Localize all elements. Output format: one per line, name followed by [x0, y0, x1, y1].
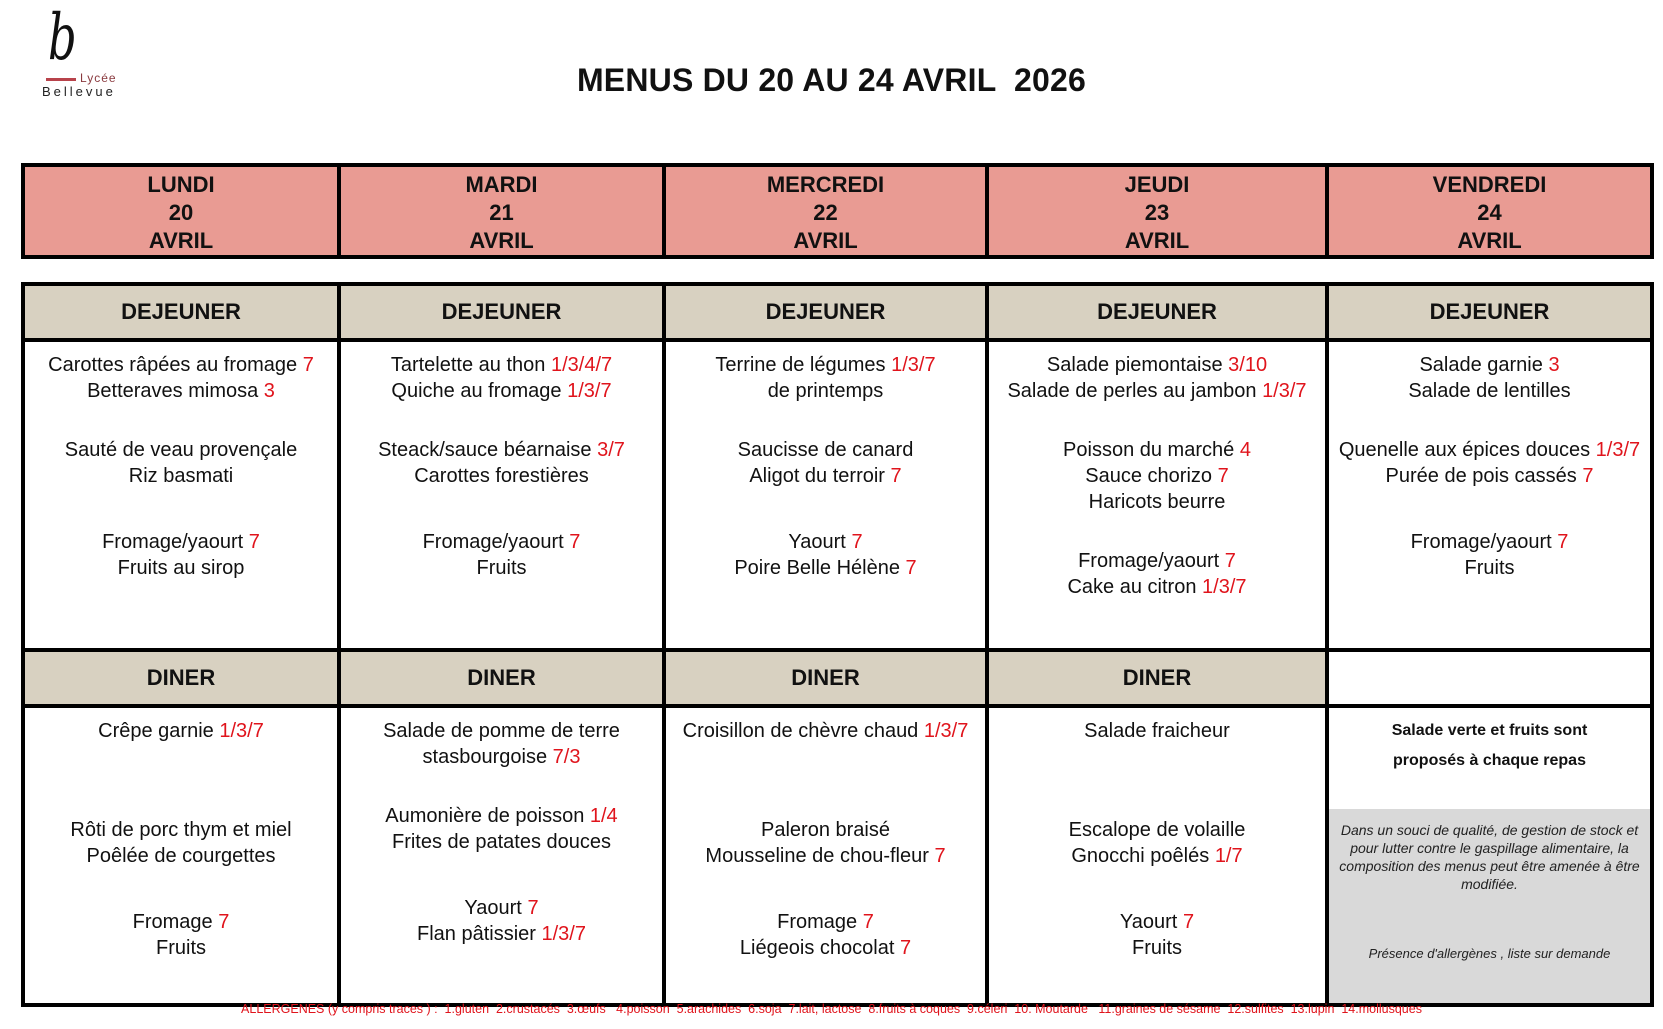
menu-item — [341, 352, 662, 378]
menu-item — [989, 378, 1325, 404]
empty-header-cell — [1327, 650, 1652, 706]
dish-name: Yaourt — [1119, 911, 1178, 933]
menu-item — [25, 437, 337, 463]
allergen-codes: 1/3/7 — [1202, 576, 1247, 598]
allergen-codes: 7 — [527, 897, 539, 919]
dish-name: Salade fraicheur — [1084, 720, 1230, 742]
meal-header: DINER — [664, 650, 987, 706]
spacer — [666, 869, 985, 909]
day-name: VENDREDI — [1432, 172, 1547, 197]
spacer — [1329, 489, 1650, 529]
menu-item — [666, 378, 985, 404]
menu-item — [989, 437, 1325, 463]
spacer — [666, 744, 985, 784]
dish-name: Cake au citron — [1067, 576, 1197, 598]
allergen-codes: 7 — [218, 911, 230, 933]
spacer — [25, 869, 337, 909]
dish-name: Quenelle aux épices douces — [1338, 439, 1591, 461]
day-month: AVRIL — [469, 228, 534, 253]
menu-item — [341, 718, 662, 744]
menu-item — [666, 935, 985, 961]
dish-name: Flan pâtissier — [417, 923, 542, 945]
dish-name: Frites de patates douces — [391, 831, 611, 853]
dinner-cell-mercredi — [664, 706, 987, 1005]
allergen-codes: 1/3/7 — [1595, 439, 1641, 461]
meal-header: DEJEUNER — [1327, 284, 1652, 340]
dish-name: Fromage/yaourt — [102, 531, 244, 553]
day-date: 20 — [168, 200, 194, 225]
meal-header: DEJEUNER — [23, 284, 339, 340]
allergen-codes: 7 — [1224, 550, 1236, 572]
day-header-mercredi — [664, 165, 987, 257]
spacer — [25, 404, 337, 437]
spacer — [989, 869, 1325, 909]
meal-header: DINER — [23, 650, 339, 706]
menu-item — [341, 829, 662, 855]
day-month: AVRIL — [148, 228, 214, 253]
dish-name: Poisson du marché — [1063, 439, 1235, 461]
allergen-codes: 1/7 — [1214, 845, 1243, 867]
spacer — [25, 489, 337, 529]
dish-name: Tartelette au thon — [390, 354, 546, 376]
menu-item — [989, 352, 1325, 378]
menu-item — [25, 843, 337, 869]
menu-item — [666, 843, 985, 869]
spacer — [666, 784, 985, 817]
allergen-codes: 7 — [900, 937, 912, 959]
dish-name: Steack/sauce béarnaise — [378, 439, 592, 461]
spacer — [25, 784, 337, 817]
meal-header: DINER — [987, 650, 1327, 706]
dish-name: Salade de lentilles — [1408, 380, 1571, 402]
allergen-legend: ALLERGENES (y compris traces ) : 1.gluten 2.crustacés 3.œufs 4.poisson 5.arachides 6.soja 7.lait, lactose 8.fruits à coques 9.céleri 10. Moutarde 11.graines de sésame 12.sulfites 13.lupin 14.mollusques — [241, 1002, 1422, 1016]
dish-name: stasbourgoise — [422, 746, 548, 768]
day-name: MARDI — [465, 172, 538, 197]
dish-name: Mousseline de chou-fleur — [705, 845, 929, 867]
dinner-cell-jeudi — [987, 706, 1327, 1005]
dinner-cell-mardi — [339, 706, 664, 1005]
allergen-codes: 7 — [890, 465, 902, 487]
allergen-codes: 3/10 — [1228, 354, 1268, 376]
allergen-codes: 4 — [1239, 439, 1251, 461]
menu-item — [989, 909, 1325, 935]
dish-name: Fromage/yaourt — [1410, 531, 1552, 553]
menu-item — [1329, 529, 1650, 555]
dish-name: Escalope de volaille — [1068, 819, 1246, 841]
menu-item — [989, 463, 1325, 489]
menu-item — [666, 718, 985, 744]
allergen-codes: 1/3/4/7 — [550, 354, 613, 376]
lunch-cell-mardi — [339, 340, 664, 650]
menu-item — [989, 718, 1325, 744]
day-header-lundi — [23, 165, 339, 257]
day-date: 23 — [1144, 200, 1170, 225]
spacer — [989, 784, 1325, 817]
menu-item — [341, 437, 662, 463]
dinner-cell-lundi — [23, 706, 339, 1005]
menu-item — [341, 378, 662, 404]
dish-name: Fromage/yaourt — [422, 531, 564, 553]
menu-item — [341, 744, 662, 770]
dish-name: Haricots beurre — [1088, 491, 1226, 513]
allergen-codes: 7 — [1182, 911, 1195, 933]
page-title: MENUS DU 20 AU 24 AVRIL 2026 — [576, 62, 1087, 98]
allergen-codes: 7 — [862, 911, 874, 933]
dish-name: Fruits — [476, 557, 527, 579]
menu-item — [25, 935, 337, 961]
menu-item — [25, 909, 337, 935]
spacer — [341, 489, 662, 529]
dish-name: de printemps — [767, 380, 884, 402]
spacer — [25, 744, 337, 784]
dish-name: Quiche au fromage — [391, 380, 562, 402]
dish-name: Aumonière de poisson — [385, 805, 585, 827]
menu-item — [989, 548, 1325, 574]
spacer — [341, 404, 662, 437]
menu-item — [666, 352, 985, 378]
allergen-codes: 7 — [905, 557, 917, 579]
spacer — [989, 404, 1325, 437]
meal-header: DINER — [339, 650, 664, 706]
meal-header: DEJEUNER — [664, 284, 987, 340]
notes-cell — [1327, 706, 1652, 1005]
day-date: 22 — [813, 200, 838, 225]
day-header-mardi — [339, 165, 664, 257]
dish-name: Saucisse de canard — [737, 439, 914, 461]
menu-item — [1329, 437, 1650, 463]
allergen-codes: 7 — [1557, 531, 1569, 553]
allergen-codes: 1/3/7 — [541, 923, 586, 945]
menu-item — [666, 463, 985, 489]
dish-name: Poire Belle Hélène — [734, 557, 900, 579]
day-header-table — [21, 163, 1654, 259]
dish-name: Paleron braisé — [761, 819, 890, 841]
menu-item — [666, 529, 985, 555]
day-month: AVRIL — [1124, 228, 1190, 253]
allergen-codes: 7 — [302, 354, 314, 376]
quality-note: Dans un souci de qualité, de gestion de stock et pour lutter contre le gaspillage alimentaire, la composition des menus peut être amenée à être modifiée. — [1339, 822, 1640, 892]
menu-item — [989, 935, 1325, 961]
menu-item — [25, 817, 337, 843]
dish-name: Liégeois chocolat — [739, 937, 895, 959]
menu-item — [1329, 378, 1650, 404]
meal-header: DEJEUNER — [339, 284, 664, 340]
spacer — [341, 770, 662, 803]
allergen-codes: 1/3/7 — [923, 720, 969, 742]
spacer — [341, 855, 662, 895]
allergen-codes: 7 — [1217, 465, 1229, 487]
dish-name: Terrine de légumes — [715, 354, 892, 376]
menu-item — [25, 529, 337, 555]
dish-name: Sauté de veau provençale — [64, 439, 298, 461]
menu-item — [666, 437, 985, 463]
menu-item — [341, 895, 662, 921]
day-month: AVRIL — [793, 228, 858, 253]
dish-name: Salade piemontaise — [1046, 354, 1223, 376]
menu-item — [1329, 463, 1650, 489]
dish-name: Carottes râpées au fromage — [48, 354, 298, 376]
allergen-codes: 1/3/7 — [567, 380, 612, 402]
salad-note-line2: proposés à chaque repas — [1393, 752, 1586, 769]
spacer — [989, 744, 1325, 784]
menu-item — [341, 529, 662, 555]
menu-item — [666, 909, 985, 935]
allergen-codes: 7 — [1582, 465, 1594, 487]
dish-name: Fruits au sirop — [117, 557, 245, 579]
menu-table — [21, 282, 1654, 1007]
dish-name: Yaourt — [788, 531, 846, 553]
dish-name: Aligot du terroir — [749, 465, 885, 487]
lunch-cell-jeudi — [987, 340, 1327, 650]
day-name: LUNDI — [147, 172, 215, 197]
day-header-jeudi — [987, 165, 1327, 257]
quality-note-box — [1329, 809, 1650, 1003]
day-name: MERCREDI — [766, 172, 885, 197]
dish-name: Riz basmati — [128, 465, 234, 487]
menu-item — [989, 817, 1325, 843]
menu-item — [1329, 555, 1650, 581]
allergen-codes: 7 — [934, 845, 946, 867]
menu-item — [341, 463, 662, 489]
menu-item — [1329, 352, 1650, 378]
menu-item — [341, 803, 662, 829]
day-header-vendredi — [1327, 165, 1652, 257]
dish-name: Salade de perles au jambon — [1007, 380, 1257, 402]
day-name: JEUDI — [1124, 172, 1190, 197]
spacer — [989, 515, 1325, 548]
allergen-codes: 3/7 — [597, 439, 625, 461]
dish-name: Fruits — [156, 937, 206, 959]
menu-item — [989, 843, 1325, 869]
allergen-codes: 7 — [248, 531, 260, 553]
dish-name: Fruits — [1464, 557, 1515, 579]
logo-name: Bellevue — [42, 84, 116, 99]
allergen-codes: 1/3/7 — [1262, 380, 1307, 402]
salad-note-line1: Salade verte et fruits sont — [1391, 722, 1588, 739]
menu-item — [25, 352, 337, 378]
salad-note — [1329, 708, 1650, 808]
allergen-codes: 7/3 — [552, 746, 581, 768]
dish-name: Fromage — [777, 911, 858, 933]
menu-item — [25, 718, 337, 744]
day-month: AVRIL — [1457, 228, 1522, 253]
dish-name: Croisillon de chèvre chaud — [682, 720, 919, 742]
day-date: 24 — [1477, 200, 1502, 225]
dish-name: Sauce chorizo — [1085, 465, 1213, 487]
allergen-codes: 3 — [1548, 354, 1560, 376]
menu-item — [666, 817, 985, 843]
spacer — [1329, 404, 1650, 437]
dish-name: Carottes forestières — [414, 465, 589, 487]
dish-name: Fruits — [1132, 937, 1182, 959]
allergen-codes: 1/4 — [589, 805, 618, 827]
lunch-cell-vendredi — [1327, 340, 1652, 650]
allergen-codes: 1/3/7 — [891, 354, 936, 376]
allergen-codes: 7 — [569, 531, 581, 553]
dish-name: Fromage — [132, 911, 213, 933]
allergen-codes: 7 — [851, 531, 863, 553]
allergen-notice: Présence d'allergènes , liste sur demande — [1368, 946, 1611, 961]
logo-lycee: Lycée — [80, 71, 117, 85]
dish-name: Betteraves mimosa — [87, 380, 259, 402]
spacer — [666, 404, 985, 437]
menu-item — [25, 463, 337, 489]
dish-name: Rôti de porc thym et miel — [70, 819, 292, 841]
dish-name: Gnocchi poêlés — [1071, 845, 1210, 867]
menu-item — [25, 378, 337, 404]
lunch-cell-lundi — [23, 340, 339, 650]
dish-name: Fromage/yaourt — [1078, 550, 1220, 572]
allergen-codes: 1/3/7 — [219, 720, 264, 742]
dish-name: Poêlée de courgettes — [86, 845, 276, 867]
menu-item — [341, 555, 662, 581]
menu-item — [341, 921, 662, 947]
meal-header: DEJEUNER — [987, 284, 1327, 340]
lunch-cell-mercredi — [664, 340, 987, 650]
logo-mark: b — [48, 1, 77, 75]
menu-item — [989, 574, 1325, 600]
menu-item — [25, 555, 337, 581]
spacer — [666, 489, 985, 529]
dish-name: Salade garnie — [1419, 354, 1543, 376]
menu-item — [989, 489, 1325, 515]
dish-name: Purée de pois cassés — [1385, 465, 1577, 487]
dish-name: Yaourt — [464, 897, 522, 919]
day-date: 21 — [489, 200, 514, 225]
dish-name: Crêpe garnie — [98, 720, 220, 742]
dish-name: Salade de pomme de terre — [383, 720, 620, 742]
menu-item — [666, 555, 985, 581]
allergen-codes: 3 — [263, 380, 275, 402]
